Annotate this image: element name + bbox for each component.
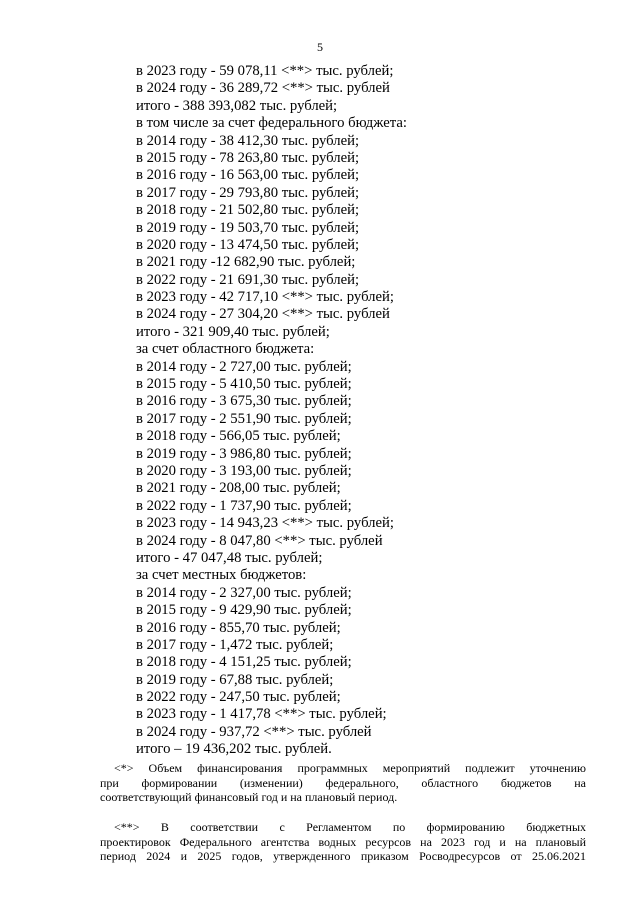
funding-line: итого - 388 393,082 тыс. рублей;: [136, 97, 338, 114]
funding-line: итого - 47 047,48 тыс. рублей;: [136, 549, 323, 566]
funding-line: за счет областного бюджета:: [136, 341, 315, 358]
funding-line: за счет местных бюджетов:: [136, 567, 307, 584]
funding-line: в 2019 году - 3 986,80 тыс. рублей;: [136, 445, 352, 462]
footnote-2-line-3: период 2024 и 2025 годов, утвержденного приказом Росводресурсов от 25.06.2021: [100, 849, 586, 864]
funding-line: в 2020 году - 13 474,50 тыс. рублей;: [136, 236, 360, 253]
funding-line: в 2024 году - 8 047,80 <**> тыс. рублей: [136, 532, 383, 549]
footnote-1-line-2: при формировании (изменении) федерального, областного бюджетов на: [100, 775, 586, 790]
funding-line: в 2016 году - 3 675,30 тыс. рублей;: [136, 393, 352, 410]
funding-line: в том числе за счет федерального бюджета:: [136, 115, 407, 132]
funding-line: в 2018 году - 21 502,80 тыс. рублей;: [136, 202, 360, 219]
footnote-2-line-1: <**> В соответствии с Регламентом по формированию бюджетных: [114, 820, 586, 834]
funding-line: в 2015 году - 78 263,80 тыс. рублей;: [136, 149, 360, 166]
funding-line: в 2016 году - 855,70 тыс. рублей;: [136, 619, 341, 636]
funding-line: в 2017 году - 2 551,90 тыс. рублей;: [136, 410, 352, 427]
funding-line: в 2023 году - 1 417,78 <**> тыс. рублей;: [136, 706, 387, 723]
funding-line: в 2023 году - 59 078,11 <**> тыс. рублей;: [136, 63, 394, 79]
funding-line: в 2022 году - 1 737,90 тыс. рублей;: [136, 497, 352, 514]
footnote-2: [100, 820, 586, 864]
funding-line: в 2015 году - 9 429,90 тыс. рублей;: [136, 602, 352, 619]
funding-line: в 2024 году - 27 304,20 <**> тыс. рублей: [136, 306, 390, 323]
funding-line: в 2023 году - 42 717,10 <**> тыс. рублей;: [136, 289, 394, 306]
funding-line: в 2017 году - 29 793,80 тыс. рублей;: [136, 184, 360, 201]
funding-line: в 2018 году - 566,05 тыс. рублей;: [136, 428, 341, 445]
funding-line: в 2019 году - 19 503,70 тыс. рублей;: [136, 219, 360, 236]
funding-line: в 2021 году - 208,00 тыс. рублей;: [136, 480, 341, 497]
funding-line: итого - 321 909,40 тыс. рублей;: [136, 323, 330, 340]
footnote-2-line-2: проектировок Федерального агентства водных ресурсов на 2023 год и на плановый: [100, 834, 586, 849]
funding-line: итого – 19 436,202 тыс. рублей.: [136, 741, 332, 758]
footnote-1-line-1: <*> Объем финансирования программных мероприятий подлежит уточнению: [114, 761, 586, 775]
funding-line: в 2021 году -12 682,90 тыс. рублей;: [136, 254, 356, 271]
funding-line: в 2024 году - 937,72 <**> тыс. рублей: [136, 723, 372, 740]
funding-line: в 2022 году - 21 691,30 тыс. рублей;: [136, 271, 360, 288]
funding-lines: [136, 63, 407, 759]
footnote-1-line-3: соответствующий финансовый год и на плановый период.: [100, 790, 398, 805]
funding-line: в 2024 году - 36 289,72 <**> тыс. рублей: [136, 80, 390, 97]
funding-line: в 2014 году - 38 412,30 тыс. рублей;: [136, 132, 360, 149]
footnote-1: [100, 761, 586, 805]
funding-line: в 2017 году - 1,472 тыс. рублей;: [136, 636, 334, 653]
funding-line: в 2015 году - 5 410,50 тыс. рублей;: [136, 376, 352, 393]
funding-line: в 2019 году - 67,88 тыс. рублей;: [136, 671, 334, 688]
funding-line: в 2023 году - 14 943,23 <**> тыс. рублей;: [136, 515, 394, 532]
funding-line: в 2020 году - 3 193,00 тыс. рублей;: [136, 462, 352, 479]
funding-line: в 2022 году - 247,50 тыс. рублей;: [136, 689, 341, 706]
funding-line: в 2014 году - 2 727,00 тыс. рублей;: [136, 358, 352, 375]
funding-line: в 2018 году - 4 151,25 тыс. рублей;: [136, 654, 352, 671]
page-number: 5: [317, 40, 323, 54]
funding-line: в 2014 году - 2 327,00 тыс. рублей;: [136, 584, 352, 601]
funding-line: в 2016 году - 16 563,00 тыс. рублей;: [136, 167, 360, 184]
